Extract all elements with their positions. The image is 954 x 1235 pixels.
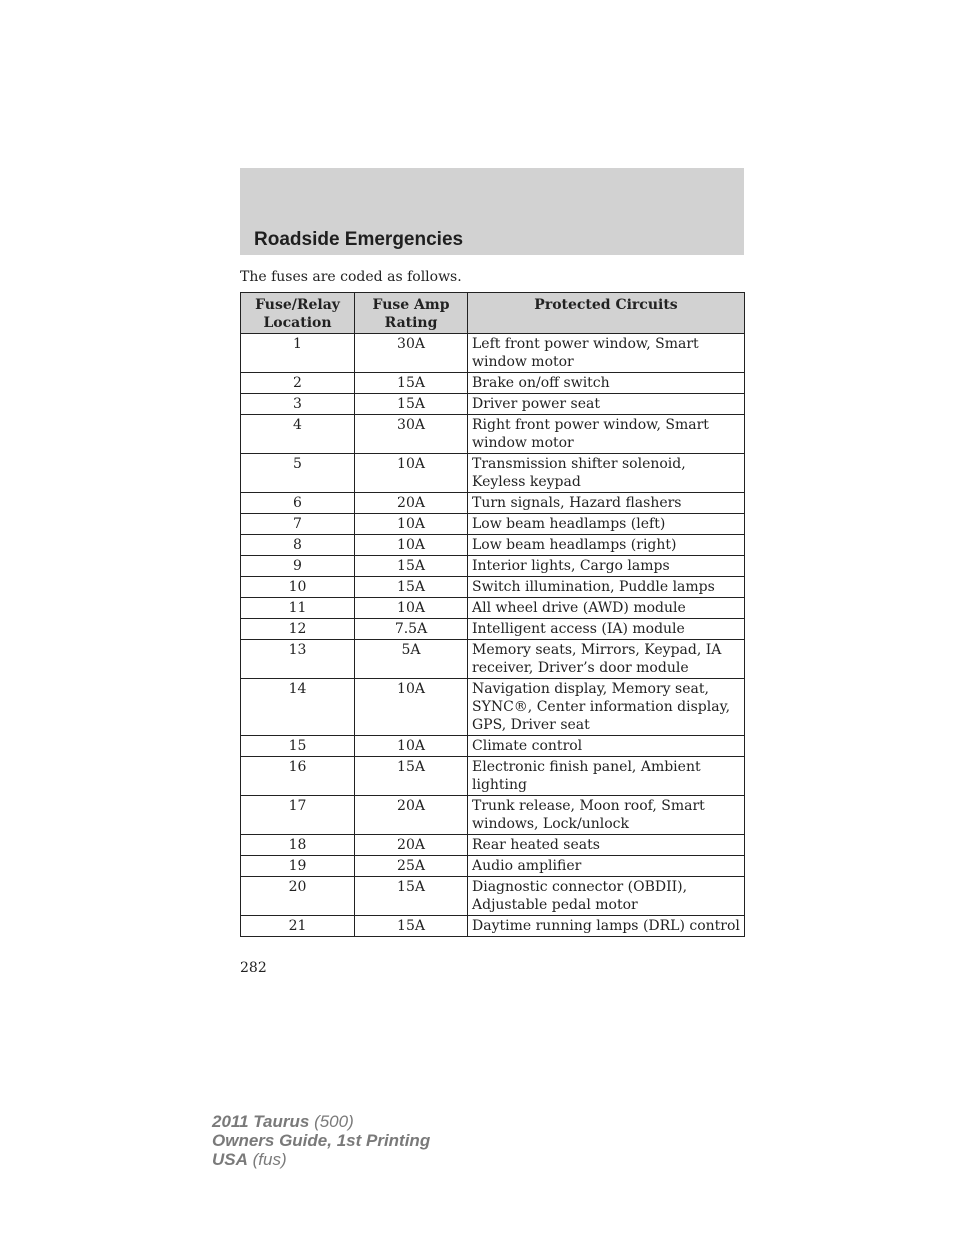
fuse-location-cell: 16 <box>241 757 355 796</box>
table-row <box>241 514 745 535</box>
protected-circuits-cell: Low beam headlamps (right) <box>468 535 745 556</box>
intro-text: The fuses are coded as follows. <box>240 269 462 285</box>
footer-market: USA <box>212 1150 248 1169</box>
table-row <box>241 493 745 514</box>
protected-circuits-cell: Electronic finish panel, Ambient lighting <box>468 757 745 796</box>
table-row <box>241 856 745 877</box>
protected-circuits-cell: Transmission shifter solenoid, Keyless keypad <box>468 454 745 493</box>
fuse-rating-cell: 15A <box>355 577 468 598</box>
fuse-rating-cell: 10A <box>355 736 468 757</box>
page-number: 282 <box>240 960 267 976</box>
protected-circuits-cell: Daytime running lamps (DRL) control <box>468 916 745 937</box>
fuse-table <box>240 292 745 937</box>
protected-circuits-cell: Navigation display, Memory seat, SYNC®, Center information display, GPS, Driver seat <box>468 679 745 736</box>
fuse-rating-cell: 10A <box>355 598 468 619</box>
footer-model-code: (500) <box>314 1112 354 1131</box>
section-header-band <box>240 168 744 255</box>
table-header-row <box>241 293 745 334</box>
section-title: Roadside Emergencies <box>254 229 464 250</box>
protected-circuits-cell: All wheel drive (AWD) module <box>468 598 745 619</box>
protected-circuits-cell: Diagnostic connector (OBDII), Adjustable pedal motor <box>468 877 745 916</box>
table-row <box>241 877 745 916</box>
fuse-location-cell: 11 <box>241 598 355 619</box>
fuse-location-cell: 9 <box>241 556 355 577</box>
fuse-location-cell: 15 <box>241 736 355 757</box>
table-row <box>241 334 745 373</box>
fuse-rating-cell: 15A <box>355 394 468 415</box>
protected-circuits-cell: Right front power window, Smart window motor <box>468 415 745 454</box>
protected-circuits-cell: Switch illumination, Puddle lamps <box>468 577 745 598</box>
table-row <box>241 454 745 493</box>
fuse-rating-cell: 15A <box>355 757 468 796</box>
document-footer <box>212 1112 430 1169</box>
footer-market-code: (fus) <box>252 1150 287 1169</box>
table-row <box>241 640 745 679</box>
fuse-location-cell: 12 <box>241 619 355 640</box>
table-row <box>241 373 745 394</box>
fuse-location-cell: 3 <box>241 394 355 415</box>
table-row <box>241 796 745 835</box>
footer-line-3 <box>212 1150 430 1169</box>
fuse-rating-cell: 15A <box>355 916 468 937</box>
fuse-rating-cell: 20A <box>355 493 468 514</box>
protected-circuits-cell: Driver power seat <box>468 394 745 415</box>
fuse-rating-cell: 20A <box>355 835 468 856</box>
fuse-location-cell: 7 <box>241 514 355 535</box>
footer-line-2 <box>212 1131 430 1150</box>
table-row <box>241 394 745 415</box>
protected-circuits-cell: Left front power window, Smart window motor <box>468 334 745 373</box>
fuse-rating-cell: 15A <box>355 877 468 916</box>
table-row <box>241 736 745 757</box>
fuse-rating-cell: 15A <box>355 373 468 394</box>
fuse-location-cell: 18 <box>241 835 355 856</box>
column-header-circuits: Protected Circuits <box>468 293 745 334</box>
fuse-rating-cell: 10A <box>355 454 468 493</box>
table-row <box>241 598 745 619</box>
fuse-location-cell: 20 <box>241 877 355 916</box>
fuse-location-cell: 4 <box>241 415 355 454</box>
protected-circuits-cell: Turn signals, Hazard flashers <box>468 493 745 514</box>
fuse-location-cell: 19 <box>241 856 355 877</box>
fuse-rating-cell: 30A <box>355 334 468 373</box>
protected-circuits-cell: Audio amplifier <box>468 856 745 877</box>
protected-circuits-cell: Interior lights, Cargo lamps <box>468 556 745 577</box>
fuse-rating-cell: 10A <box>355 535 468 556</box>
fuse-rating-cell: 7.5A <box>355 619 468 640</box>
protected-circuits-cell: Brake on/off switch <box>468 373 745 394</box>
protected-circuits-cell: Trunk release, Moon roof, Smart windows, Lock/unlock <box>468 796 745 835</box>
fuse-location-cell: 6 <box>241 493 355 514</box>
table-row <box>241 679 745 736</box>
footer-model: 2011 Taurus <box>212 1112 310 1131</box>
table-row <box>241 415 745 454</box>
protected-circuits-cell: Intelligent access (IA) module <box>468 619 745 640</box>
footer-edition: Owners Guide, 1st Printing <box>212 1131 431 1150</box>
protected-circuits-cell: Climate control <box>468 736 745 757</box>
fuse-location-cell: 21 <box>241 916 355 937</box>
table-body <box>241 334 745 937</box>
table-row <box>241 577 745 598</box>
fuse-location-cell: 8 <box>241 535 355 556</box>
table-row <box>241 916 745 937</box>
fuse-rating-cell: 30A <box>355 415 468 454</box>
protected-circuits-cell: Memory seats, Mirrors, Keypad, IA receiver, Driver’s door module <box>468 640 745 679</box>
fuse-location-cell: 1 <box>241 334 355 373</box>
footer-line-1 <box>212 1112 430 1131</box>
fuse-rating-cell: 10A <box>355 679 468 736</box>
fuse-rating-cell: 15A <box>355 556 468 577</box>
protected-circuits-cell: Rear heated seats <box>468 835 745 856</box>
column-header-rating: Fuse Amp Rating <box>355 293 468 334</box>
table-row <box>241 556 745 577</box>
fuse-rating-cell: 20A <box>355 796 468 835</box>
fuse-location-cell: 13 <box>241 640 355 679</box>
fuse-rating-cell: 5A <box>355 640 468 679</box>
protected-circuits-cell: Low beam headlamps (left) <box>468 514 745 535</box>
fuse-rating-cell: 10A <box>355 514 468 535</box>
column-header-location: Fuse/Relay Location <box>241 293 355 334</box>
table-row <box>241 619 745 640</box>
fuse-location-cell: 17 <box>241 796 355 835</box>
fuse-location-cell: 10 <box>241 577 355 598</box>
fuse-location-cell: 5 <box>241 454 355 493</box>
table-row <box>241 535 745 556</box>
fuse-location-cell: 14 <box>241 679 355 736</box>
table-row <box>241 757 745 796</box>
fuse-location-cell: 2 <box>241 373 355 394</box>
table-row <box>241 835 745 856</box>
fuse-rating-cell: 25A <box>355 856 468 877</box>
